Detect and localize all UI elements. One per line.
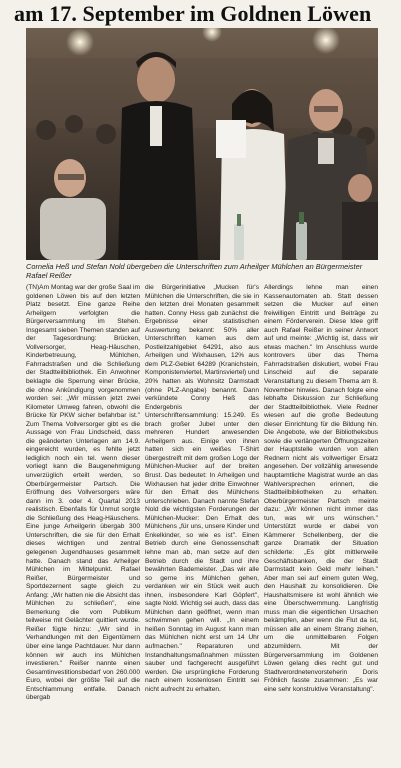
article-column-1 [26, 284, 140, 762]
photo-caption: Cornelia Heß und Stefan Nold übergeben die Unterschriften zum Arheilger Mühlchen an Bürgermeister Rafael Reißer [26, 262, 363, 281]
article-column-3 [264, 284, 378, 762]
article-photo [26, 28, 378, 260]
column-text: (TN)Am Montag war der große Saal im goldenen Löwen bis auf den letzten Platz besetzt. Eine ganze Reihe Arheilgern verfolgten die Bürgerversammlung im Stehen. Insgesamt sieben Themen standen auf der Tagesordnung: Brücken, Vollversorger, Heag-Häuschen, Kinderbetreuung, Mühlchen, Fahrradstraßen und die Schließung der Stadtteilbibliothek. Ein Anwohner beklagte die Sperrung einer Brücke, die ohne Ankündigung vorgenommen worden sei: „Wir müssen jetzt zwei Kilometer Umweg fahren, obwohl die Brücke für PKW sicher befahrbar ist." Zum Thema Vollversorger gibt es die Aussage von Frau Lindscheid, dass die geänderten Unterlagen am 14.9. eingereicht wurden, es fehlte jetzt lediglich noch ein tel. wenn dieser vorliegt kann die Baugenehmigung unverzüglich erteilt werden, so Oberbürgermeister Partsch. Die Eröffnung des Vollversorgers wäre dann im 3. oder 4. Quartal 2013 realistisch. Ebenfalls für Unmut sorgte die Schließung des Heag-Häuschens. Eine junge Arheilgerin übergab 300 Unterschriften, die sie für den Erhalt dieses wichtigen und zentral gelegenen Jugendhauses gesammelt hatte. Danach stand das Arheilger Mühlchen im Mittelpunkt. Rafael Reißer, Bürgermeister und Sportdezernent sagte gleich zu Anfang: „Wir hatten nie die Absicht das Mühlchen zu schließen", eine Bemerkung die vom Publikum teilweise mit Gelächter quittiert wurde. Reißer fügte hinzu: „Wir sind in Verhandlungen mit den Eigentümern über eine lange Pachtdauer. Nur dann können wir auch ins Mühlchen investieren." Reißer nannte einen Gesamtinvestitionsbedarf von 260.000 Euro, wobei der größte Teil auf die Entschlammung entfalle. Danach übergab [26, 284, 140, 702]
headline: am 17. September im Goldnen Löwen [14, 1, 372, 26]
column-text: die Bürgerinitiative „Mucken für's Mühlchen die Unterschriften, die sie in den letzten drei Monaten gesammelt hatten. Conny Hess gab zunächst die Ergebnisse einer statistischen Auswertung bekannt: 50% aller Unterschriften kamen aus dem Postleitzahlgebiet 64291, also aus Arheilgen und Wixhausen, 12% aus dem PLZ-Gebiet 64289 (Kranichstein, Komponistenviertel, Martinsviertel) und 20% hatten als Wohnsitz Darmstadt (ohne PLZ-Angabe) benannt. Dann verkündete Conny Heß das Endergebnis der Unterschriftensammlung: 15.249. Es brach großer Jubel unter den mehreren Hundert anwesenden Arheilgern aus. Einige von ihnen hatten sich ein weißes T-Shirt übergestreift mit dem großen Logo der Mühlchen-Mucker auf der breiten Brust. Das bedeutet: In Arheilgen und Wixhausen hat jeder dritte Einwohner für den Erhalt des Mühlchens unterschrieben. Danach nannte Stefan Nold die wichtigsten Forderungen der Mühlchen-Mucker: Den Erhalt des Mühlchens „für uns, unsere Kinder und Enkelkinder, so wie es ist". Einen Betrieb durch eine Genossenschaft lehne man ab, man setze auf den Betrieb durch die Stadt und ihre bewährten Bademeister. „Das wir alle so gerne ins Mühlchen gehen, verdanken wir ein Stück weit auch ihnen, insbesondere Karl Göpfert", sagte Nold. Wichtig sei auch, dass das Mühlchen dann geöffnet, wenn man schwimmen gehen will. „In einem heißen Sonntag im August kann man das Mühlchen nicht erst um 14 Uhr aufmachen." Reparaturen und Instandhaltungsmaßnahmen müssten sauber und fachgerecht ausgeführt werden. Die ursprüngliche Forderung nach einem kostenlosen Eintritt sei nicht aufrecht zu erhalten. [145, 284, 259, 693]
article-column-2 [145, 284, 259, 762]
article-body [26, 284, 378, 762]
column-text: Allerdings lehne man einen Kassenautomaten ab. Statt dessen setzen die Mucker auf einen freiwilligen Eintritt und Beiträge zu einem Förderverein. Diese Idee griff auch Rafael Reißer in seiner Antwort auf und meinte: „Wichtig ist, dass wir etwas machen." Im Anschluss wurde kontrovers über das Thema Fahrradstraßen diskutiert, wobei Frau Linscheid auf die separate Veranstaltung zu diesem Thema am 8. November hinwies. Danach folgte eine lebhafte Diskussion zur Schließung der Stadtteilbibliothek. Viele Redner wiesen auf die große Bedeutung dieser Einrichtung für die Bildung hin. Die Angebote, wie der Bibliotheksbus sowie die verlängerten Öffnungszeiten der Hauptstelle wurden von allen Rednern nicht als vollwertiger Ersatz angesehen. Der vollzählig anwesende hauptamtliche Magistrat wurde an das Wahlversprechen erinnert, die Stadtteilbibliotheken zu erhalten. Oberbürgermeister Partsch meinte dazu: „Wir können nicht immer das tun, was wir uns wünschen." Unterstützt wurde er dabei von Kämmerer Schellenberg, der die ganze Dramatik der Situation schilderte: „Es gibt mittlerweile Geschäftsbanken, die der Stadt Darmstadt kein Geld mehr leihen." Aber man sei auf einem guten Weg, den Haushalt zu konsolidieren. Die Haushaltsmisere ist wohl ähnlich wie eine Überschwemmung. Langfristig muss man die eigentlichen Ursachen bekämpfen, aber wenn die Flut da ist, müssen alle an einem Strang ziehen, um die unmittelbaren Folgen abzumildern. Mit der Bürgerversammlung im Goldenen Löwen gelang dies recht gut und Stadtverordnetenvorsteherin Doris Fröhlich fasste zusammen: „Es war eine sehr konstruktive Veranstaltung". [264, 284, 378, 693]
photo-illustration [26, 28, 378, 260]
